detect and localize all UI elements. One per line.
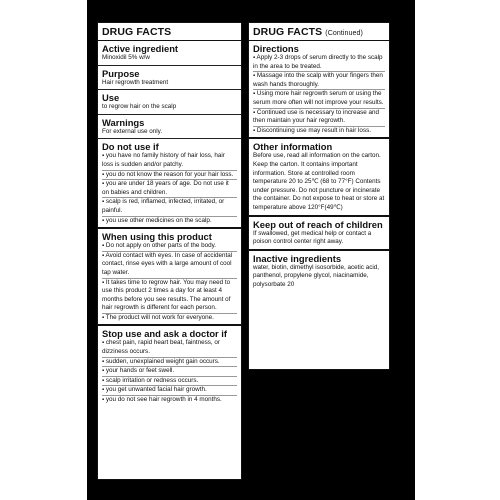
list-item: ▪ scalp is red, inflamed, infected, irritated, or painful. bbox=[102, 197, 237, 215]
use-section bbox=[98, 90, 241, 115]
bullet-icon: ▪ bbox=[102, 217, 105, 224]
bullet-icon: ▪ bbox=[102, 358, 105, 365]
bullet-icon: ▪ bbox=[102, 368, 105, 375]
section-text: If swallowed, get medical help or contact a poison control center right away. bbox=[253, 229, 372, 246]
list-item: ▪ sudden, unexplained weight gain occurs. bbox=[102, 357, 237, 367]
section-heading: Warnings bbox=[102, 116, 145, 128]
panel-title-suffix: (Continued) bbox=[325, 30, 363, 37]
other-information-section bbox=[249, 139, 389, 216]
section-heading: Directions bbox=[253, 43, 299, 54]
list-item: ▪ Apply 2-3 drops of serum directly to the scalp in the area to be treated. bbox=[253, 54, 383, 70]
section-heading: Other information bbox=[253, 141, 333, 153]
when-using-section bbox=[98, 229, 241, 326]
bullet-icon: ▪ bbox=[253, 55, 256, 61]
do-not-use-section bbox=[98, 139, 241, 229]
bullet-icon: ▪ bbox=[102, 397, 105, 404]
section-text: For external use only. bbox=[102, 127, 163, 135]
section-heading: Purpose bbox=[102, 67, 140, 79]
section-heading: When using this product bbox=[102, 231, 212, 243]
list-item: ▪ your hands or feet swell. bbox=[102, 366, 237, 376]
section-heading: Do not use if bbox=[102, 141, 159, 153]
bullet-icon: ▪ bbox=[253, 73, 256, 80]
bullet-icon: ▪ bbox=[102, 171, 105, 178]
purpose-section bbox=[98, 66, 241, 91]
list-item: ▪ you do not know the reason for your hair loss. bbox=[102, 170, 237, 180]
section-heading: Inactive ingredients bbox=[253, 252, 342, 264]
list-item: ▪ The product will not work for everyone. bbox=[102, 313, 237, 323]
keep-out-of-reach-section bbox=[249, 217, 389, 251]
list-item: ▪ chest pain, rapid heart beat, faintness, or dizziness occurs. bbox=[102, 339, 221, 356]
bullet-icon: ▪ bbox=[102, 377, 105, 384]
list-item: ▪ Do not apply on other parts of the body. bbox=[102, 242, 217, 250]
directions-section bbox=[249, 41, 389, 139]
panel-title bbox=[249, 23, 389, 41]
section-text: water, biotin, dimethyl isosorbide, acetic acid, panthenol, propylene glycol, niacinamide, polysorbate 20 bbox=[253, 263, 379, 288]
panel-title-text: DRUG FACTS bbox=[253, 26, 323, 38]
list-item: ▪ you do not see hair regrowth in 4 months. bbox=[102, 395, 237, 405]
bullet-icon: ▪ bbox=[102, 181, 105, 188]
panel-title: DRUG FACTS bbox=[98, 23, 241, 41]
list-item: ▪ Avoid contact with eyes. In case of accidental contact, rinse eyes with a large amount of cool tap water. bbox=[102, 251, 237, 278]
section-text: to regrow hair on the scalp bbox=[102, 103, 177, 111]
list-item: ▪ Continued use is necessary to increase and then maintain your hair regrowth. bbox=[253, 108, 385, 126]
list-item: ▪ you are under 18 years of age. Do not use it on babies and children. bbox=[102, 179, 237, 197]
stop-use-section bbox=[98, 326, 241, 406]
bullet-icon: ▪ bbox=[102, 387, 105, 394]
list-item: ▪ Discontinuing use may result in hair loss. bbox=[253, 126, 385, 136]
list-item: ▪ Massage into the scalp with your fingers then wash hands thoroughly. bbox=[253, 71, 385, 89]
bullet-icon: ▪ bbox=[102, 279, 105, 286]
bullet-icon: ▪ bbox=[102, 153, 105, 160]
section-text: Minoxidil 5% w/w bbox=[102, 54, 150, 61]
bullet-icon: ▪ bbox=[253, 109, 256, 116]
bullet-icon: ▪ bbox=[253, 91, 256, 98]
list-item: ▪ you have no family history of hair loss, hair loss is sudden and/or patchy. bbox=[102, 152, 225, 168]
section-heading: Stop use and ask a doctor if bbox=[102, 328, 228, 340]
active-ingredient-section bbox=[98, 41, 241, 66]
inactive-ingredients-section bbox=[249, 251, 389, 292]
drug-facts-panel-right bbox=[248, 22, 390, 370]
bullet-icon: ▪ bbox=[253, 127, 256, 134]
section-heading: Use bbox=[102, 92, 120, 104]
bullet-icon: ▪ bbox=[102, 243, 105, 250]
section-text: Hair regrowth treatment bbox=[102, 78, 169, 86]
warnings-section bbox=[98, 115, 241, 140]
bullet-icon: ▪ bbox=[102, 340, 105, 347]
section-heading: Active ingredient bbox=[102, 43, 179, 54]
section-heading: Keep out of reach of children bbox=[253, 218, 383, 230]
list-item: ▪ you get unwanted facial hair growth. bbox=[102, 385, 237, 395]
list-item: ▪ you use other medicines on the scalp. bbox=[102, 216, 237, 226]
bullet-icon: ▪ bbox=[102, 252, 105, 259]
list-item: ▪ It takes time to regrow hair. You may need to use this product 2 times a day for at least 4 months before you see results. The amount of hair regrowth is different for each person. bbox=[102, 278, 237, 313]
bullet-icon: ▪ bbox=[102, 314, 105, 321]
drug-facts-panel-left bbox=[97, 22, 242, 480]
list-item: ▪ Using more hair regrowth serum or using the serum more often will not improve your results. bbox=[253, 90, 384, 106]
bullet-icon: ▪ bbox=[102, 199, 105, 206]
section-text: Before use, read all information on the carton. Keep the carton. It contains important information. Store at controlled room temperature 20 to 25℃ (68 to 77°F) Contents under pressure. Do not puncture or incinerate the container. Do not expose to heat or store at temperature above 120°F(49℃) bbox=[253, 152, 385, 211]
list-item: ▪ scalp irritation or redness occurs. bbox=[102, 376, 237, 386]
